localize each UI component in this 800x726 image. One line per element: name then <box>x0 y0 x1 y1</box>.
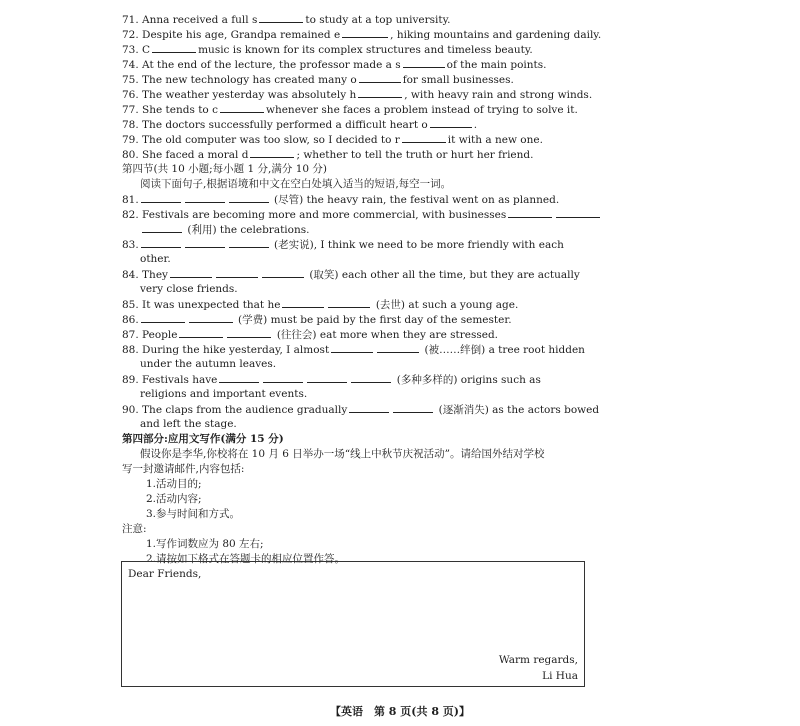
answer-blank <box>141 238 181 248</box>
answer-blank <box>349 403 389 413</box>
question-89: 89. Festivals have (多种多样的) origins such as <box>122 374 541 386</box>
question-85: 85. It was unexpected that he (去世) at such a young age. <box>122 299 519 311</box>
answer-blank <box>216 268 258 278</box>
answer-blank <box>141 193 181 203</box>
answer-blank <box>358 88 402 98</box>
page-footer: 【英语 第 8 页(共 8 页)】 <box>329 705 471 718</box>
answer-blank <box>185 238 225 248</box>
question-88-cont: under the autumn leaves. <box>140 358 277 370</box>
question-89-cont: religions and important events. <box>140 388 308 400</box>
question-76: 76. The weather yesterday was absolutely h , with heavy rain and strong winds. <box>122 89 593 101</box>
answer-blank <box>508 208 552 218</box>
part-4-prompt-line-2: 写一封邀请邮件,内容包括: <box>122 463 245 475</box>
question-84-cont: very close friends. <box>140 283 238 295</box>
answer-blank <box>141 313 185 323</box>
answer-blank <box>220 103 264 113</box>
content-point-3: 3.参与时间和方式。 <box>146 508 241 520</box>
question-86: 86. (学费) must be paid by the first day of the semester. <box>122 314 512 326</box>
question-87: 87. People (往往会) eat more when they are stressed. <box>122 329 499 341</box>
part-4-title: 第四部分:应用文写作(满分 15 分) <box>122 433 284 445</box>
question-82-cont: (利用) the celebrations. <box>140 223 309 237</box>
content-point-2: 2.活动内容; <box>146 493 202 505</box>
content-point-1: 1.活动目的; <box>146 478 202 490</box>
answer-blank <box>229 238 269 248</box>
answer-blank <box>556 208 600 218</box>
answer-blank <box>250 148 294 158</box>
question-82: 82. Festivals are becoming more and more commercial, with businesses <box>122 208 602 222</box>
question-80: 80. She faced a moral d ; whether to tell the truth or hurt her friend. <box>122 149 534 161</box>
answer-blank <box>402 133 446 143</box>
question-78: 78. The doctors successfully performed a difficult heart o . <box>122 119 478 131</box>
note-1: 1.写作词数应为 80 左右; <box>146 538 264 550</box>
question-73: 73. C music is known for its complex structures and timeless beauty. <box>122 44 533 56</box>
answer-blank <box>377 343 419 353</box>
writing-answer-box <box>121 561 585 687</box>
note-label: 注意: <box>122 523 147 535</box>
question-83-cont: other. <box>140 253 171 265</box>
answer-blank <box>152 43 196 53</box>
question-77: 77. She tends to c whenever she faces a problem instead of trying to solve it. <box>122 104 578 116</box>
answer-blank <box>229 193 269 203</box>
answer-blank <box>219 373 259 383</box>
answer-blank <box>263 373 303 383</box>
question-71: 71. Anna received a full s to study at a top university. <box>122 14 451 26</box>
answer-blank <box>227 328 271 338</box>
answer-blank <box>328 298 370 308</box>
answer-blank <box>189 313 233 323</box>
answer-blank <box>331 343 373 353</box>
answer-blank <box>393 403 433 413</box>
answer-blank <box>179 328 223 338</box>
answer-blank <box>282 298 324 308</box>
question-79: 79. The old computer was too slow, so I decided to r it with a new one. <box>122 134 543 146</box>
question-72: 72. Despite his age, Grandpa remained e , hiking mountains and gardening daily. <box>122 29 602 41</box>
answer-blank <box>403 58 445 68</box>
answer-blank <box>170 268 212 278</box>
question-88: 88. During the hike yesterday, I almost (被……绊倒) a tree root hidden <box>122 344 585 356</box>
answer-blank <box>342 28 388 38</box>
answer-blank <box>359 73 401 83</box>
question-74: 74. At the end of the lecture, the professor made a s of the main points. <box>122 59 547 71</box>
answer-blank <box>351 373 391 383</box>
note-2: 2.请按如下格式在答题卡的相应位置作答。 <box>146 553 346 565</box>
part-4-prompt-line-1: 假设你是李华,你校将在 10 月 6 日举办一场“线上中秋节庆祝活动”。请给国外结对学校 <box>140 448 545 460</box>
question-90-cont: and left the stage. <box>140 418 237 430</box>
answer-blank <box>430 118 472 128</box>
section-4-instruction: 阅读下面句子,根据语境和中文在空白处填入适当的短语,每空一词。 <box>140 178 452 190</box>
answer-blank <box>142 223 182 233</box>
section-4-title: 第四节(共 10 小题;每小题 1 分,满分 10 分) <box>122 163 327 175</box>
question-84: 84. They (取笑) each other all the time, but they are actually <box>122 269 580 281</box>
answer-blank <box>185 193 225 203</box>
letter-salutation: Dear Friends, <box>128 568 202 580</box>
question-75: 75. The new technology has created many o for small businesses. <box>122 74 514 86</box>
question-90: 90. The claps from the audience gradually (逐渐消失) as the actors bowed <box>122 404 600 416</box>
question-83: 83. (老实说), I think we need to be more friendly with each <box>122 239 564 251</box>
answer-blank <box>259 13 303 23</box>
letter-closing: Warm regards, <box>498 654 578 666</box>
answer-blank <box>307 373 347 383</box>
question-81: 81. (尽管) the heavy rain, the festival went on as planned. <box>122 194 560 206</box>
answer-blank <box>262 268 304 278</box>
letter-signature: Li Hua <box>542 670 578 682</box>
